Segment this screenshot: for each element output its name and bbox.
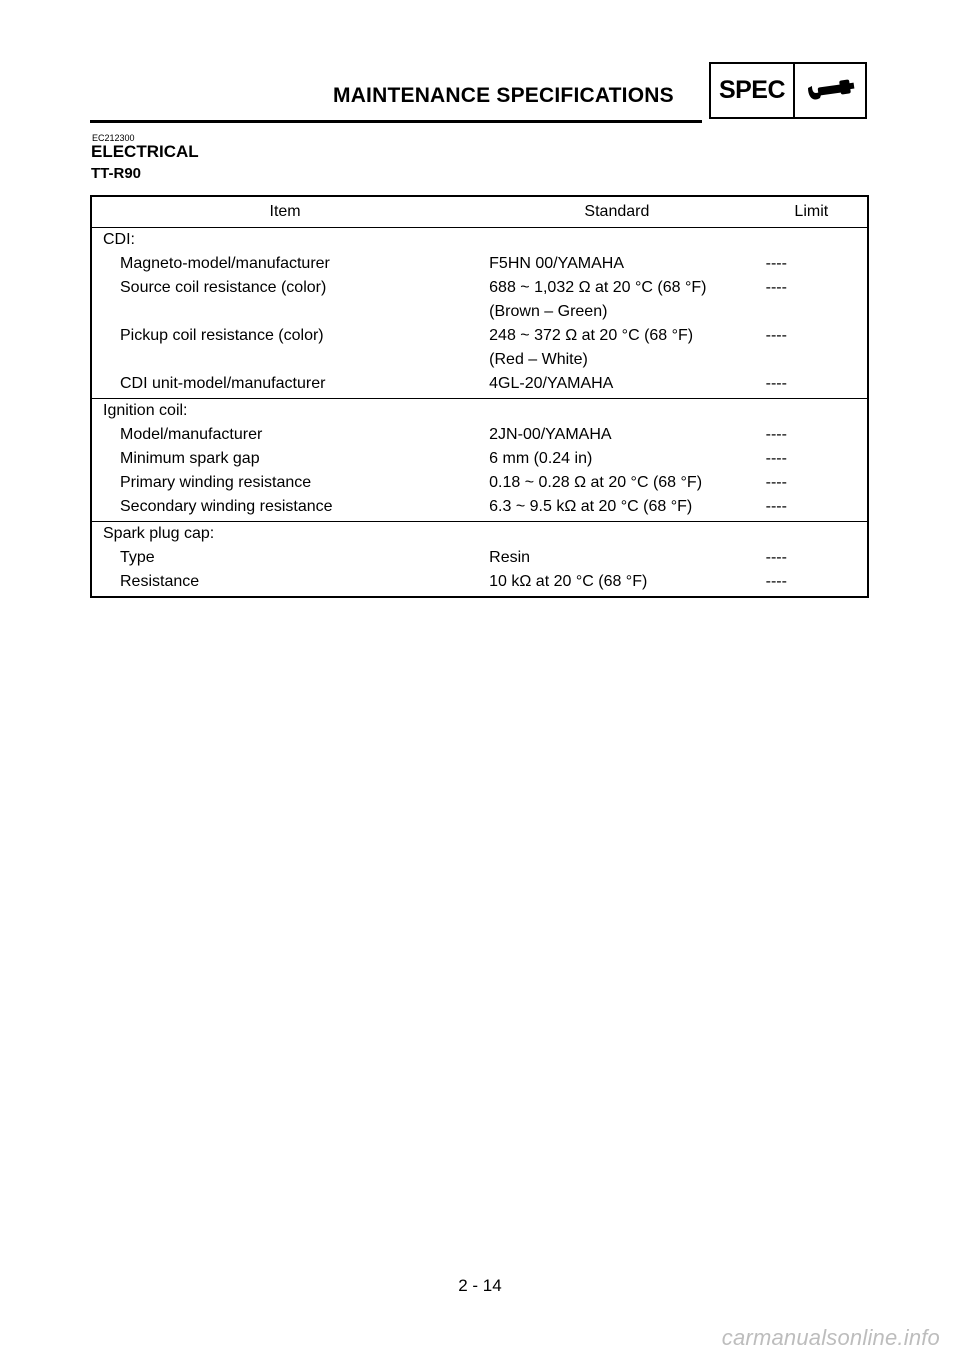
limit-cell: ---- <box>765 426 787 443</box>
standard-line: (Brown – Green) <box>489 303 608 320</box>
table-row <box>91 276 868 324</box>
table-row <box>91 372 868 399</box>
item-cell: Resistance <box>120 573 200 590</box>
limit-cell: ---- <box>765 573 787 590</box>
table-header-row <box>91 196 868 228</box>
table-group-row <box>91 399 868 424</box>
wrench-icon <box>802 74 858 108</box>
standard-cell <box>478 276 755 324</box>
table-cell <box>478 399 755 424</box>
column-header-standard: Standard <box>478 196 755 228</box>
table-row <box>91 447 868 471</box>
table-cell <box>478 522 755 547</box>
item-cell: Source coil resistance (color) <box>120 279 327 296</box>
standard-cell <box>478 324 755 372</box>
table-cell <box>756 399 868 424</box>
standard-cell: 0.18 ~ 0.28 Ω at 20 °C (68 °F) <box>489 474 703 491</box>
limit-cell: ---- <box>765 498 787 515</box>
item-cell: Type <box>120 549 155 566</box>
table-row <box>91 423 868 447</box>
standard-cell: 10 kΩ at 20 °C (68 °F) <box>489 573 648 590</box>
section-title: ELECTRICAL <box>91 142 199 161</box>
model-title: TT-R90 <box>91 165 142 182</box>
table-cell <box>756 228 868 253</box>
table-row <box>91 546 868 570</box>
standard-line: 688 ~ 1,032 Ω at 20 °C (68 °F) <box>489 279 707 296</box>
item-cell: Secondary winding resistance <box>120 498 333 515</box>
table-cell <box>478 228 755 253</box>
standard-line: 248 ~ 372 Ω at 20 °C (68 °F) <box>489 327 694 344</box>
item-cell: Magneto-model/manufacturer <box>120 255 330 272</box>
limit-cell: ---- <box>765 279 787 296</box>
limit-cell: ---- <box>765 450 787 467</box>
page-header-title: MAINTENANCE SPECIFICATIONS <box>333 84 674 107</box>
item-cell: Minimum spark gap <box>120 450 260 467</box>
column-header-limit: Limit <box>756 196 868 228</box>
table-row <box>91 570 868 597</box>
spec-badge-icon-cell <box>795 64 865 117</box>
standard-cell: 4GL-20/YAMAHA <box>489 375 614 392</box>
table-row <box>91 495 868 522</box>
item-cell: CDI unit-model/manufacturer <box>120 375 326 392</box>
table-cell <box>756 522 868 547</box>
item-cell: Primary winding resistance <box>120 474 312 491</box>
table-row <box>91 471 868 495</box>
page-number: 2 - 14 <box>458 1276 502 1295</box>
standard-line: (Red – White) <box>489 351 588 368</box>
standard-cell: F5HN 00/YAMAHA <box>489 255 625 272</box>
limit-cell: ---- <box>765 375 787 392</box>
table-row <box>91 324 868 372</box>
limit-cell: ---- <box>765 255 787 272</box>
group-label: Spark plug cap: <box>91 522 478 547</box>
limit-cell: ---- <box>765 474 787 491</box>
item-cell: Model/manufacturer <box>120 426 263 443</box>
table-group-row <box>91 228 868 253</box>
table-group-row <box>91 522 868 547</box>
spec-badge-label: SPEC <box>711 64 795 117</box>
standard-cell: Resin <box>489 549 531 566</box>
limit-cell: ---- <box>765 549 787 566</box>
standard-cell: 6.3 ~ 9.5 kΩ at 20 °C (68 °F) <box>489 498 693 515</box>
document-code: EC212300 <box>92 133 135 143</box>
group-label: CDI: <box>103 231 135 248</box>
standard-cell: 2JN-00/YAMAHA <box>489 426 612 443</box>
item-cell: Pickup coil resistance (color) <box>120 327 324 344</box>
limit-cell: ---- <box>765 327 787 344</box>
spec-badge <box>709 62 867 119</box>
column-header-item: Item <box>91 196 478 228</box>
group-label: Ignition coil: <box>91 399 478 424</box>
watermark[interactable]: carmanualsonline.info <box>721 1325 940 1350</box>
table-row <box>91 252 868 276</box>
header-rule <box>90 120 702 123</box>
electrical-spec-table <box>90 195 869 598</box>
standard-cell: 6 mm (0.24 in) <box>489 450 593 467</box>
